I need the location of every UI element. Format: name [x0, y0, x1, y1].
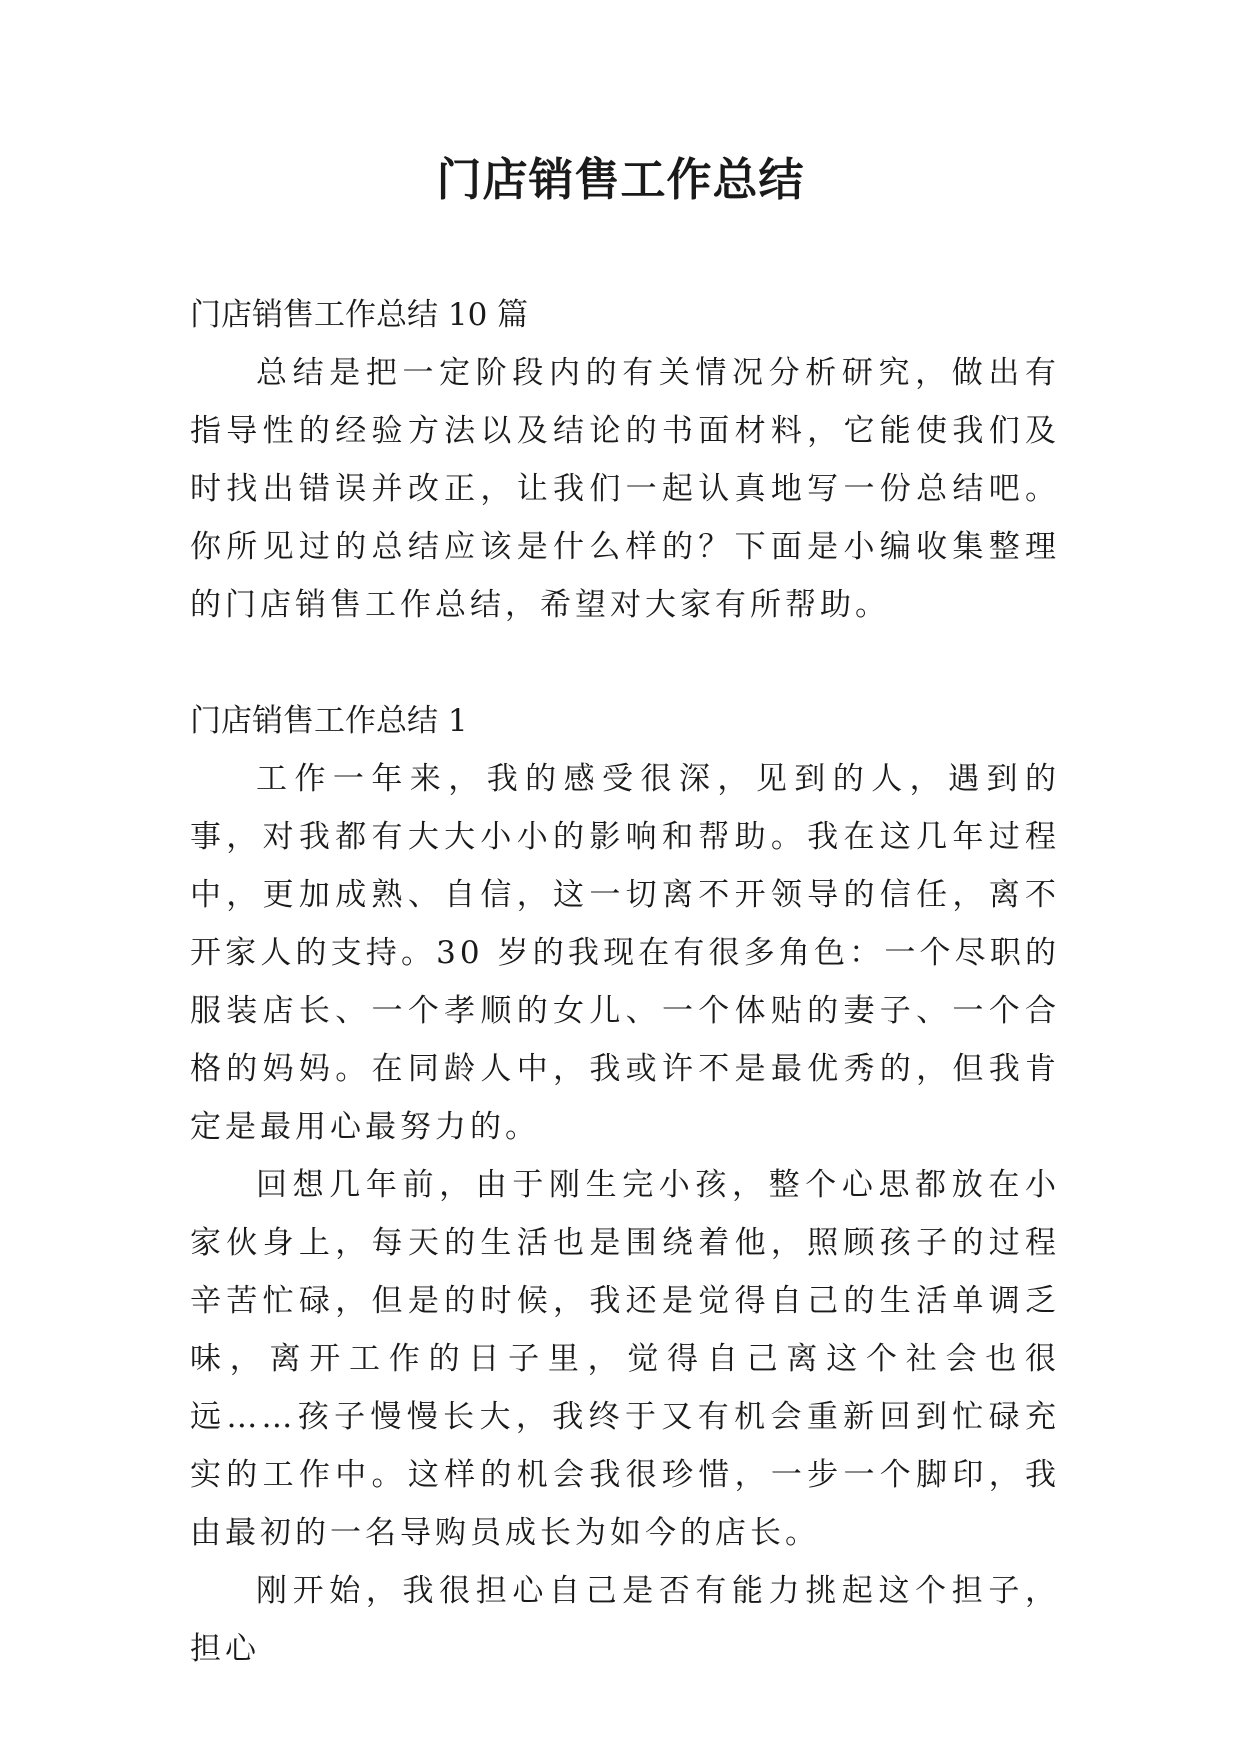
document-title: 门店销售工作总结	[436, 153, 805, 206]
intro-paragraph: 总结是把一定阶段内的有关情况分析研究，做出有指导性的经验方法以及结论的书面材料，它能使我们及时找出错误并改正，让我们一起认真地写一份总结吧。你所见过的总结应该是什么样的？下面是小编收集整理的门店销售工作总结，希望对大家有所帮助。	[190, 355, 1060, 623]
document-body	[190, 286, 1060, 1678]
section-heading: 门店销售工作总结 1	[190, 703, 468, 739]
body-paragraph: 工作一年来，我的感受很深，见到的人，遇到的事，对我都有大大小小的影响和帮助。我在这几年过程中，更加成熟、自信，这一切离不开领导的信任，离不开家人的支持。30 岁的我现在有很多角色：一个尽职的服装店长、一个孝顺的女儿、一个体贴的妻子、一个合格的妈妈。在同龄人中，我或许不是最优秀的，但我肯定是最用心最努力的。	[190, 761, 1060, 1145]
body-paragraph: 刚开始，我很担心自己是否有能力挑起这个担子，担心	[190, 1573, 1060, 1667]
document-subtitle: 门店销售工作总结 10 篇	[190, 297, 529, 333]
body-paragraph: 回想几年前，由于刚生完小孩，整个心思都放在小家伙身上，每天的生活也是围绕着他，照顾孩子的过程辛苦忙碌，但是的时候，我还是觉得自己的生活单调乏味，离开工作的日子里，觉得自己离这个社会也很远……孩子慢慢长大，我终于又有机会重新回到忙碌充实的工作中。这样的机会我很珍惜，一步一个脚印，我由最初的一名导购员成长为如今的店长。	[190, 1167, 1060, 1551]
section-spacer	[190, 634, 1060, 692]
